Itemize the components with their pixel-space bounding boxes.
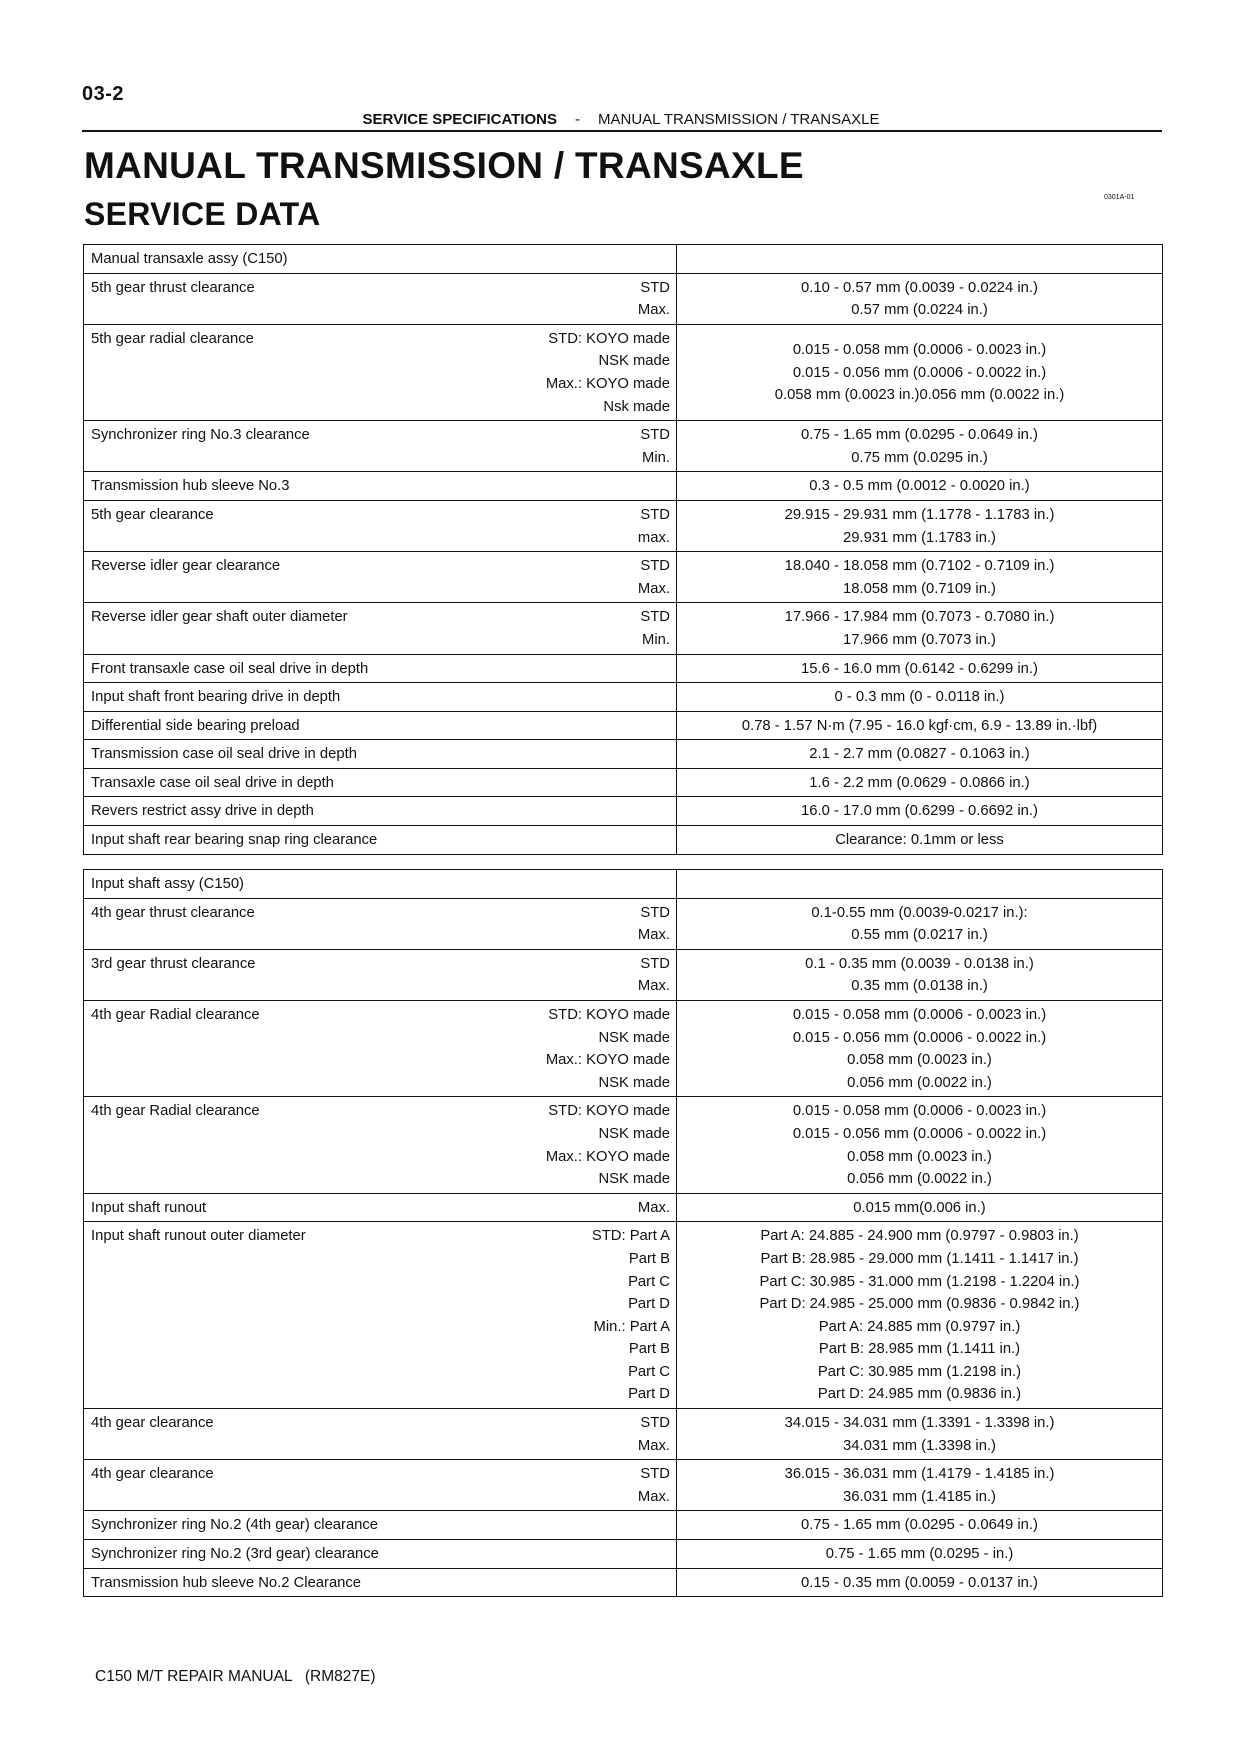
spec-value: 15.6 - 16.0 mm (0.6142 - 0.6299 in.) — [801, 660, 1038, 677]
spec-item-cell — [84, 603, 677, 654]
spec-condition: STD: KOYO made — [548, 1006, 670, 1023]
spec-item-cell — [84, 1568, 677, 1597]
spec-value-cell — [677, 768, 1163, 797]
spec-item-name: Input shaft runout — [91, 1199, 207, 1216]
table-row — [84, 552, 1163, 603]
spec-value-cell — [677, 654, 1163, 683]
spec-value-cell — [677, 1511, 1163, 1540]
spec-value: 0.058 mm (0.0023 in.)0.056 mm (0.0022 in.) — [774, 387, 1065, 404]
spec-condition-list — [638, 277, 670, 322]
table-row — [84, 500, 1163, 551]
spec-item-name: Manual transaxle assy (C150) — [91, 251, 288, 267]
spec-item-name: 4th gear Radial clearance — [91, 1006, 260, 1023]
spec-value-cell — [677, 1097, 1163, 1193]
spec-value: 0.058 mm (0.0023 in.) — [847, 1052, 992, 1069]
spec-item-cell — [84, 797, 677, 826]
spec-item-name: Synchronizer ring No.2 (3rd gear) clearance — [91, 1546, 379, 1563]
spec-item-cell — [84, 826, 677, 855]
spec-item-name: 4th gear clearance — [91, 1466, 214, 1483]
footer-manual-name: C150 M/T REPAIR MANUAL (RM827E) — [95, 1668, 376, 1685]
spec-item-cell — [84, 898, 677, 949]
spec-value: 18.040 - 18.058 mm (0.7102 - 0.7109 in.) — [784, 558, 1055, 575]
spec-item-name: 5th gear clearance — [91, 506, 214, 523]
spec-value-cell — [677, 1460, 1163, 1511]
spec-value: 0.015 - 0.058 mm (0.0006 - 0.0023 in.) — [792, 1006, 1047, 1023]
spec-condition: NSK made — [598, 353, 670, 370]
spec-value: 0.57 mm (0.0224 in.) — [851, 302, 988, 319]
spec-value — [681, 248, 1158, 271]
spec-condition: STD — [640, 279, 670, 296]
spec-item-cell — [84, 1409, 677, 1460]
spec-item-name: Input shaft assy (C150) — [91, 876, 244, 892]
spec-value: 0.1 - 0.35 mm (0.0039 - 0.0138 in.) — [805, 955, 1034, 972]
spec-item-name: Revers restrict assy drive in depth — [91, 803, 314, 820]
spec-condition: Part D — [628, 1386, 670, 1403]
spec-value-cell — [677, 324, 1163, 420]
running-head — [82, 111, 1160, 128]
spec-condition: max. — [637, 529, 670, 546]
spec-item-cell — [84, 245, 677, 274]
service-data-table-transaxle — [83, 244, 1163, 855]
spec-item-cell — [84, 500, 677, 551]
spec-item-cell — [84, 870, 677, 899]
spec-value: 29.931 mm (1.1783 in.) — [843, 529, 996, 546]
spec-condition-list — [638, 555, 670, 600]
spec-condition-list — [638, 504, 670, 549]
spec-value-cell — [677, 711, 1163, 740]
spec-condition: Min. — [642, 449, 670, 466]
table-row — [84, 245, 1163, 274]
spec-condition-list — [638, 902, 670, 947]
spec-condition: Part C — [628, 1363, 670, 1380]
spec-item-name: Transmission hub sleeve No.3 — [91, 478, 290, 495]
spec-condition-list — [638, 1412, 670, 1457]
spec-item-name: 4th gear Radial clearance — [91, 1103, 260, 1120]
spec-value: 36.031 mm (1.4185 in.) — [843, 1488, 996, 1505]
spec-condition: Min. — [642, 631, 670, 648]
spec-condition: Nsk made — [603, 398, 670, 415]
spec-value-cell — [677, 500, 1163, 551]
spec-value: Part C: 30.985 - 31.000 mm (1.2198 - 1.2204 in.) — [759, 1273, 1080, 1290]
spec-condition: Part B — [628, 1341, 670, 1358]
spec-value-cell — [677, 1193, 1163, 1222]
table-row — [84, 1460, 1163, 1511]
table-row — [84, 472, 1163, 501]
spec-condition: STD: KOYO made — [548, 330, 670, 347]
running-head-separator: - — [575, 111, 580, 128]
spec-item-name: 5th gear radial clearance — [91, 330, 254, 347]
spec-value: 0.015 - 0.056 mm (0.0006 - 0.0022 in.) — [792, 1125, 1047, 1142]
table-row — [84, 1511, 1163, 1540]
spec-value: 0.75 - 1.65 mm (0.0295 - 0.0649 in.) — [801, 1517, 1038, 1534]
spec-value: 0.75 mm (0.0295 in.) — [851, 449, 988, 466]
spec-condition: Max. — [637, 1199, 670, 1216]
spec-condition: STD — [640, 609, 670, 626]
spec-value: 0.15 - 0.35 mm (0.0059 - 0.0137 in.) — [801, 1574, 1038, 1591]
spec-condition: Max.: KOYO made — [545, 1148, 670, 1165]
spec-condition: STD — [640, 558, 670, 575]
table-row — [84, 870, 1163, 899]
table-row — [84, 898, 1163, 949]
spec-item-name: Reverse idler gear shaft outer diameter — [91, 609, 348, 626]
header-rule — [82, 130, 1162, 132]
spec-condition-list — [640, 424, 670, 469]
spec-value: Part A: 24.885 - 24.900 mm (0.9797 - 0.9803 in.) — [760, 1228, 1079, 1245]
spec-value: 34.031 mm (1.3398 in.) — [843, 1437, 996, 1454]
spec-item-cell — [84, 324, 677, 420]
table-row — [84, 421, 1163, 472]
service-data-table-input-shaft — [83, 869, 1163, 1597]
spec-value-cell — [677, 603, 1163, 654]
spec-value: Part D: 24.985 - 25.000 mm (0.9836 - 0.9842 in.) — [759, 1296, 1080, 1313]
spec-condition-list — [638, 1463, 670, 1508]
spec-value: 0.10 - 0.57 mm (0.0039 - 0.0224 in.) — [801, 279, 1038, 296]
running-head-chapter: MANUAL TRANSMISSION / TRANSAXLE — [598, 111, 880, 128]
spec-value-cell — [677, 273, 1163, 324]
spec-condition: STD: Part A — [591, 1228, 670, 1245]
spec-value: 0.015 - 0.058 mm (0.0006 - 0.0023 in.) — [792, 342, 1047, 359]
spec-value: 0.35 mm (0.0138 in.) — [851, 978, 988, 995]
table-row — [84, 324, 1163, 420]
spec-condition-list — [546, 1100, 670, 1190]
spec-item-cell — [84, 654, 677, 683]
spec-value-cell — [677, 898, 1163, 949]
spec-condition: Max. — [637, 1437, 670, 1454]
spec-value-cell — [677, 472, 1163, 501]
spec-value-cell — [677, 421, 1163, 472]
spec-condition: Max. — [637, 302, 670, 319]
spec-value: 0.015 - 0.056 mm (0.0006 - 0.0022 in.) — [792, 364, 1047, 381]
table-row — [84, 1097, 1163, 1193]
spec-item-name: Transmission case oil seal drive in depth — [91, 746, 357, 763]
spec-value: 16.0 - 17.0 mm (0.6299 - 0.6692 in.) — [801, 803, 1038, 820]
table-row — [84, 768, 1163, 797]
spec-item-cell — [84, 273, 677, 324]
spec-item-cell — [84, 711, 677, 740]
spec-condition: Part B — [628, 1250, 670, 1267]
spec-condition: Max. — [637, 978, 670, 995]
spec-value: 0.75 - 1.65 mm (0.0295 - in.) — [825, 1546, 1014, 1563]
spec-value: Clearance: 0.1mm or less — [835, 832, 1004, 849]
table-row — [84, 1409, 1163, 1460]
table-row — [84, 826, 1163, 855]
spec-item-name: 4th gear thrust clearance — [91, 904, 255, 921]
spec-value-cell — [677, 245, 1163, 274]
spec-value: 36.015 - 36.031 mm (1.4179 - 1.4185 in.) — [784, 1466, 1055, 1483]
spec-condition: STD — [640, 1415, 670, 1432]
table-row — [84, 1568, 1163, 1597]
spec-item-name: Synchronizer ring No.2 (4th gear) clearance — [91, 1517, 379, 1534]
spec-value-cell — [677, 552, 1163, 603]
spec-value: 0.058 mm (0.0023 in.) — [847, 1148, 992, 1165]
spec-item-name: Synchronizer ring No.3 clearance — [91, 427, 310, 444]
spec-condition: Min.: Part A — [593, 1318, 670, 1335]
spec-value-cell — [677, 683, 1163, 712]
spec-condition: Max. — [637, 580, 670, 597]
page-number: 03-2 — [82, 83, 125, 105]
page-subtitle: SERVICE DATA — [84, 196, 321, 232]
reference-code: 0301A-01 — [1104, 194, 1135, 201]
spec-condition-list — [640, 606, 670, 651]
spec-value: 1.6 - 2.2 mm (0.0629 - 0.0866 in.) — [809, 774, 1030, 791]
spec-value: 0.015 mm(0.006 in.) — [853, 1199, 986, 1216]
spec-item-cell — [84, 683, 677, 712]
spec-item-cell — [84, 949, 677, 1000]
spec-condition: Max.: KOYO made — [545, 375, 670, 392]
table-row — [84, 1222, 1163, 1409]
spec-value-cell — [677, 826, 1163, 855]
spec-item-name: Input shaft front bearing drive in depth — [91, 689, 341, 706]
table-row — [84, 1540, 1163, 1569]
spec-condition: Max. — [637, 1488, 670, 1505]
spec-item-name: Reverse idler gear clearance — [91, 558, 281, 575]
table-row — [84, 683, 1163, 712]
spec-condition: STD — [640, 506, 670, 523]
spec-item-cell — [84, 552, 677, 603]
spec-condition: STD — [640, 904, 670, 921]
running-head-section: SERVICE SPECIFICATIONS — [362, 111, 557, 128]
spec-condition: Part C — [628, 1273, 670, 1290]
spec-value: 0.1-0.55 mm (0.0039-0.0217 in.): — [811, 904, 1028, 921]
spec-value: 0.015 - 0.058 mm (0.0006 - 0.0023 in.) — [792, 1103, 1047, 1120]
spec-value: Part C: 30.985 mm (1.2198 in.) — [817, 1363, 1022, 1380]
spec-value: 17.966 mm (0.7073 in.) — [843, 631, 996, 648]
spec-item-cell — [84, 1511, 677, 1540]
spec-value-cell — [677, 1568, 1163, 1597]
spec-condition-list — [546, 328, 670, 418]
spec-value: 0.056 mm (0.0022 in.) — [847, 1171, 992, 1188]
table-row — [84, 1000, 1163, 1096]
spec-item-cell — [84, 1193, 677, 1222]
spec-value: Part B: 28.985 mm (1.1411 in.) — [818, 1341, 1021, 1358]
spec-value: 0.015 - 0.056 mm (0.0006 - 0.0022 in.) — [792, 1029, 1047, 1046]
spec-item-cell — [84, 1097, 677, 1193]
spec-condition-list — [546, 1004, 670, 1094]
spec-value: 0.056 mm (0.0022 in.) — [847, 1074, 992, 1091]
spec-item-name: Differential side bearing preload — [91, 717, 300, 734]
spec-item-name: Front transaxle case oil seal drive in depth — [91, 660, 369, 677]
spec-value: 0 - 0.3 mm (0 - 0.0118 in.) — [834, 689, 1005, 706]
spec-value-cell — [677, 1000, 1163, 1096]
spec-value: Part D: 24.985 mm (0.9836 in.) — [817, 1386, 1022, 1403]
spec-value — [681, 873, 1158, 896]
spec-condition: NSK made — [598, 1029, 670, 1046]
spec-value-cell — [677, 1409, 1163, 1460]
spec-value: 0.3 - 0.5 mm (0.0012 - 0.0020 in.) — [809, 478, 1030, 495]
spec-condition: NSK made — [598, 1171, 670, 1188]
spec-condition: Part D — [628, 1296, 670, 1313]
table-row — [84, 711, 1163, 740]
spec-condition: STD — [640, 955, 670, 972]
spec-condition-list — [638, 1197, 670, 1220]
spec-value: 2.1 - 2.7 mm (0.0827 - 0.1063 in.) — [809, 746, 1030, 763]
spec-item-cell — [84, 1222, 677, 1409]
spec-value-cell — [677, 949, 1163, 1000]
table-row — [84, 273, 1163, 324]
spec-value-cell — [677, 870, 1163, 899]
spec-item-name: Input shaft runout outer diameter — [91, 1228, 306, 1245]
spec-value: 29.915 - 29.931 mm (1.1778 - 1.1783 in.) — [784, 506, 1055, 523]
table-row — [84, 949, 1163, 1000]
table-row — [84, 797, 1163, 826]
spec-condition: NSK made — [598, 1074, 670, 1091]
spec-condition: Max. — [637, 927, 670, 944]
spec-item-name: 3rd gear thrust clearance — [91, 955, 256, 972]
spec-value: 0.75 - 1.65 mm (0.0295 - 0.0649 in.) — [801, 427, 1038, 444]
spec-value: 0.78 - 1.57 N·m (7.95 - 16.0 kgf·cm, 6.9 - 13.89 in.·lbf) — [741, 717, 1098, 734]
spec-condition-list — [592, 1225, 670, 1406]
spec-condition: NSK made — [598, 1125, 670, 1142]
spec-item-name: Transaxle case oil seal drive in depth — [91, 774, 334, 791]
spec-value: Part B: 28.985 - 29.000 mm (1.1411 - 1.1417 in.) — [760, 1250, 1079, 1267]
spec-condition: STD — [640, 1466, 670, 1483]
spec-value: 0.55 mm (0.0217 in.) — [851, 927, 988, 944]
table-row — [84, 1193, 1163, 1222]
spec-value-cell — [677, 1540, 1163, 1569]
spec-item-cell — [84, 740, 677, 769]
spec-value-cell — [677, 740, 1163, 769]
spec-condition: STD — [640, 427, 670, 444]
spec-condition: Max.: KOYO made — [545, 1052, 670, 1069]
table-row — [84, 603, 1163, 654]
spec-value: 17.966 - 17.984 mm (0.7073 - 0.7080 in.) — [784, 609, 1055, 626]
spec-condition-list — [638, 953, 670, 998]
spec-value-cell — [677, 1222, 1163, 1409]
spec-item-cell — [84, 472, 677, 501]
table-row — [84, 654, 1163, 683]
spec-value-cell — [677, 797, 1163, 826]
page-title: MANUAL TRANSMISSION / TRANSAXLE — [84, 145, 804, 186]
spec-value: 34.015 - 34.031 mm (1.3391 - 1.3398 in.) — [784, 1415, 1055, 1432]
spec-condition: STD: KOYO made — [548, 1103, 670, 1120]
spec-item-name: Input shaft rear bearing snap ring clearance — [91, 832, 378, 849]
spec-value: Part A: 24.885 mm (0.9797 in.) — [818, 1318, 1021, 1335]
spec-value: 18.058 mm (0.7109 in.) — [843, 580, 996, 597]
table-row — [84, 740, 1163, 769]
spec-item-cell — [84, 1540, 677, 1569]
spec-item-name: Transmission hub sleeve No.2 Clearance — [91, 1574, 362, 1591]
spec-item-cell — [84, 1000, 677, 1096]
spec-item-name: 4th gear clearance — [91, 1415, 214, 1432]
spec-item-cell — [84, 768, 677, 797]
spec-item-cell — [84, 421, 677, 472]
spec-item-name: 5th gear thrust clearance — [91, 279, 255, 296]
spec-item-cell — [84, 1460, 677, 1511]
